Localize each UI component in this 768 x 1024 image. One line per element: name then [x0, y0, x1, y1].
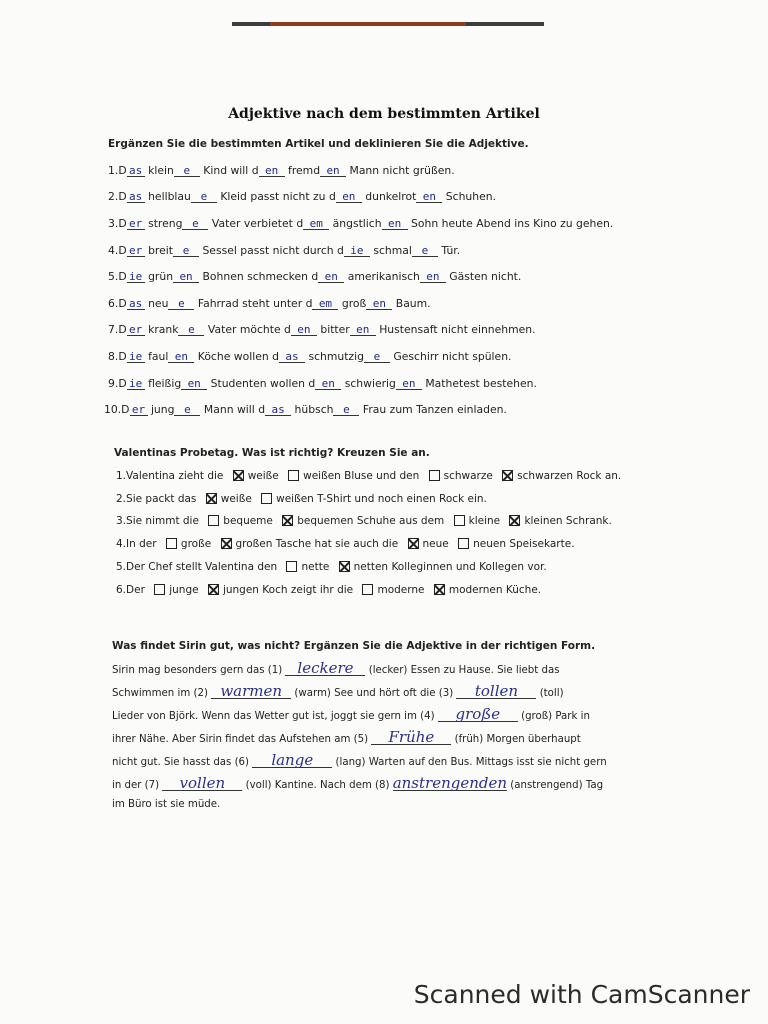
choice-text: bequemen [297, 515, 357, 527]
item-text: D [118, 350, 127, 363]
answer-blank[interactable]: en [396, 379, 422, 390]
scan-top-edge [232, 22, 544, 26]
answer-blank[interactable]: as [127, 299, 145, 310]
item-text: bitter [320, 323, 350, 336]
item-number: 6. [108, 297, 119, 310]
text-segment: (groß) Park in [521, 711, 590, 722]
item-text: streng [148, 217, 183, 230]
item-text: schwierig [344, 377, 396, 390]
choice-text: große [180, 538, 215, 550]
item-text: Bohnen schmecken d [202, 270, 319, 283]
item-text: Gästen nicht. [449, 270, 522, 283]
text-segment: (anstrengend) Tag [510, 780, 604, 791]
item-number: 4. [116, 538, 127, 550]
checkbox-unchecked[interactable] [454, 515, 465, 526]
item-text: Mann nicht grüßen. [349, 164, 455, 177]
checkbox-unchecked[interactable] [286, 561, 297, 572]
choice-text: Bluse und den [344, 470, 423, 482]
answer-blank[interactable]: en [173, 272, 199, 283]
choice-text: jungen [222, 584, 263, 596]
text-segment: (warm) See und hört oft die (3) [294, 688, 454, 699]
checkbox-checked[interactable] [221, 538, 232, 549]
section3-instruction: Was findet Sirin gut, was nicht? Ergänzen Sie die Adjektive in der richtigen Form. [112, 640, 596, 652]
choice-text: weißen [276, 493, 318, 505]
item-text: Geschirr nicht spülen. [393, 350, 512, 363]
item-text: breit [148, 244, 174, 257]
choice-text: neue [422, 538, 453, 550]
checkbox-checked[interactable] [282, 515, 293, 526]
text-segment: (toll) [539, 688, 564, 699]
choice-text: schwarzen [517, 470, 577, 482]
choice-text: weiße [220, 493, 256, 505]
answer-blank[interactable]: e [178, 325, 204, 336]
item-text: D [118, 323, 127, 336]
item-text: D [118, 377, 127, 390]
choice-text: Der Chef stellt Valentina den [126, 561, 281, 573]
answer-blank[interactable]: e [412, 246, 438, 257]
answer-blank[interactable]: as [127, 166, 145, 177]
answer-blank[interactable]: em [303, 219, 329, 230]
answer-blank[interactable]: ie [127, 352, 145, 363]
checkbox-checked[interactable] [434, 584, 445, 595]
handwritten-answer[interactable]: leckere [285, 662, 365, 676]
text-segment: Lieder von Björk. Wenn das Wetter gut ist, joggt sie gern im (4) [112, 711, 435, 722]
text-line [112, 705, 590, 723]
worksheet-title: Adjektive nach dem bestimmten Artikel [228, 106, 540, 122]
item-text: Vater möchte d [207, 323, 291, 336]
item-text: schmutzig [308, 350, 364, 363]
exercise-item [108, 190, 496, 203]
text-line [112, 751, 607, 769]
item-number: 9. [108, 377, 119, 390]
item-number: 6. [116, 584, 127, 596]
checkbox-unchecked[interactable] [288, 470, 299, 481]
choice-text: Sie nimmt die [126, 515, 203, 527]
answer-blank[interactable]: e [173, 246, 199, 257]
handwritten-answer[interactable]: anstrengenden [392, 774, 508, 792]
choice-text: Tasche hat sie auch die [275, 538, 402, 550]
answer-blank[interactable]: en [416, 192, 442, 203]
checkbox-unchecked[interactable] [362, 584, 373, 595]
text-line [112, 728, 581, 746]
handwritten-answer[interactable]: vollen [162, 777, 242, 791]
answer-blank[interactable]: er [130, 405, 148, 416]
answer-blank[interactable]: en [350, 325, 376, 336]
answer-blank[interactable]: e [191, 192, 217, 203]
choice-text: neuen [473, 538, 510, 550]
item-text: Schuhen. [445, 190, 497, 203]
answer-blank[interactable]: em [312, 299, 338, 310]
text-segment: nicht gut. Sie hasst das (6) [112, 757, 250, 768]
handwritten-answer[interactable]: tollen [456, 685, 536, 699]
checkbox-checked[interactable] [206, 493, 217, 504]
item-text: Vater verbietet d [211, 217, 304, 230]
item-text: jung [150, 403, 175, 416]
choice-text: Schrank. [565, 515, 612, 527]
item-number: 1. [116, 470, 127, 482]
choice-text: Speisekarte. [509, 538, 575, 550]
choice-text: schwarze [443, 470, 497, 482]
item-number: 5. [108, 270, 119, 283]
choice-text: Der [126, 584, 149, 596]
item-text: D [118, 164, 127, 177]
choice-item [116, 584, 541, 596]
answer-blank[interactable]: en [382, 219, 408, 230]
choice-text: kleinen [524, 515, 566, 527]
exercise-item [108, 164, 455, 177]
item-text: Tür. [441, 244, 461, 257]
item-number: 4. [108, 244, 119, 257]
item-text: Köche wollen d [197, 350, 279, 363]
answer-blank[interactable]: e [364, 352, 390, 363]
item-text: Kind will d [203, 164, 259, 177]
answer-blank[interactable]: as [279, 352, 305, 363]
item-number: 1. [108, 164, 119, 177]
item-number: 2. [108, 190, 119, 203]
checkbox-unchecked[interactable] [261, 493, 272, 504]
choice-text: Sie packt das [126, 493, 200, 505]
item-text: Sessel passt nicht durch d [202, 244, 344, 257]
choice-text: kleine [468, 515, 504, 527]
choice-text: junge [169, 584, 202, 596]
answer-blank[interactable]: e [182, 219, 208, 230]
answer-blank[interactable]: en [168, 352, 194, 363]
scan-top-edge-accent [270, 22, 466, 26]
exercise-item [108, 323, 536, 336]
answer-blank[interactable]: ie [127, 379, 145, 390]
exercise-item [108, 350, 511, 363]
handwritten-answer[interactable]: warmen [211, 685, 291, 699]
text-line [112, 799, 220, 810]
checkbox-checked[interactable] [408, 538, 419, 549]
text-segment: (lecker) Essen zu Hause. Sie liebt das [368, 665, 560, 676]
item-text: D [121, 403, 130, 416]
choice-text: weißen [303, 470, 345, 482]
answer-blank[interactable]: e [168, 299, 194, 310]
item-text: Sohn heute Abend ins Kino zu gehen. [411, 217, 614, 230]
text-line [112, 682, 564, 700]
answer-blank[interactable]: en [336, 192, 362, 203]
item-number: 5. [116, 561, 127, 573]
answer-blank[interactable]: en [291, 325, 317, 336]
choice-text: moderne [377, 584, 428, 596]
section2-instruction: Valentinas Probetag. Was ist richtig? Kreuzen Sie an. [114, 447, 430, 459]
item-text: ängstlich [332, 217, 382, 230]
answer-blank[interactable]: as [265, 405, 291, 416]
item-text: dunkelrot [365, 190, 417, 203]
answer-blank[interactable]: e [174, 166, 200, 177]
item-text: hellblau [148, 190, 191, 203]
exercise-item [108, 270, 521, 283]
answer-blank[interactable]: ie [127, 272, 145, 283]
choice-text: nette [301, 561, 333, 573]
handwritten-answer[interactable]: Frühe [371, 731, 451, 745]
item-text: D [118, 244, 127, 257]
item-text: Studenten wollen d [210, 377, 316, 390]
checkbox-unchecked[interactable] [208, 515, 219, 526]
item-text: grün [148, 270, 174, 283]
answer-blank[interactable]: e [333, 405, 359, 416]
choice-text: In der [126, 538, 160, 550]
choice-text: Kolleginnen und Kollegen vor. [391, 561, 547, 573]
text-segment: in der (7) [112, 780, 160, 791]
checkbox-checked[interactable] [502, 470, 513, 481]
exercise-item [108, 244, 460, 257]
answer-blank[interactable]: en [318, 272, 344, 283]
item-text: krank [148, 323, 179, 336]
item-text: hübsch [294, 403, 334, 416]
handwritten-answer[interactable]: lange [252, 754, 332, 768]
item-number: 8. [108, 350, 119, 363]
checkbox-checked[interactable] [509, 515, 520, 526]
choice-text: großen [235, 538, 276, 550]
checkbox-checked[interactable] [208, 584, 219, 595]
answer-blank[interactable]: en [320, 166, 346, 177]
item-number: 10. [104, 403, 122, 416]
item-number: 3. [116, 515, 127, 527]
checkbox-checked[interactable] [339, 561, 350, 572]
answer-blank[interactable]: ie [344, 246, 370, 257]
exercise-item [108, 217, 613, 230]
item-text: fremd [288, 164, 321, 177]
answer-blank[interactable]: en [420, 272, 446, 283]
checkbox-unchecked[interactable] [429, 470, 440, 481]
text-segment: Schwimmen im (2) [112, 688, 208, 699]
exercise-item [104, 403, 507, 416]
handwritten-answer[interactable]: große [438, 708, 518, 722]
section1-instruction: Ergänzen Sie die bestimmten Artikel und deklinieren Sie die Adjektive. [108, 138, 529, 150]
choice-text: netten [353, 561, 392, 573]
answer-blank[interactable]: er [127, 246, 145, 257]
item-text: D [118, 270, 127, 283]
exercise-item [108, 377, 537, 390]
item-text: D [118, 217, 127, 230]
item-text: Baum. [395, 297, 431, 310]
choice-item [116, 538, 575, 550]
choice-item [116, 493, 487, 505]
item-text: neu [148, 297, 169, 310]
checkbox-unchecked[interactable] [154, 584, 165, 595]
text-segment: (lang) Warten auf den Bus. Mittags isst sie nicht gern [335, 757, 607, 768]
item-text: Fahrrad steht unter d [197, 297, 313, 310]
answer-blank[interactable]: as [127, 192, 145, 203]
text-segment: (voll) Kantine. Nach dem (8) [245, 780, 390, 791]
text-line [112, 659, 560, 677]
answer-blank[interactable]: er [127, 325, 145, 336]
choice-text: Valentina zieht die [126, 470, 227, 482]
text-segment: ihrer Nähe. Aber Sirin findet das Aufstehen am (5) [112, 734, 369, 745]
item-text: D [118, 190, 127, 203]
answer-blank[interactable]: en [181, 379, 207, 390]
item-text: klein [148, 164, 174, 177]
choice-item [116, 515, 612, 527]
answer-blank[interactable]: er [127, 219, 145, 230]
text-segment: im Büro ist sie müde. [112, 799, 221, 810]
choice-text: T-Shirt und noch einen Rock ein. [317, 493, 487, 505]
text-segment: Sirin mag besonders gern das (1) [112, 665, 283, 676]
item-text: amerikanisch [347, 270, 420, 283]
item-text: fleißig [148, 377, 182, 390]
choice-text: modernen [448, 584, 506, 596]
checkbox-unchecked[interactable] [458, 538, 469, 549]
answer-blank[interactable]: en [259, 166, 285, 177]
camscanner-watermark: Scanned with CamScanner [413, 980, 750, 1009]
text-segment: (früh) Morgen überhaupt [454, 734, 581, 745]
item-text: Hustensaft nicht einnehmen. [379, 323, 536, 336]
checkbox-unchecked[interactable] [166, 538, 177, 549]
item-text: faul [148, 350, 169, 363]
answer-blank[interactable]: e [174, 405, 200, 416]
choice-text: Küche. [505, 584, 542, 596]
checkbox-checked[interactable] [233, 470, 244, 481]
answer-blank[interactable]: en [315, 379, 341, 390]
text-line [112, 774, 604, 792]
choice-text: Rock an. [576, 470, 622, 482]
choice-text: bequeme [223, 515, 277, 527]
answer-blank[interactable]: en [366, 299, 392, 310]
choice-text: weiße [247, 470, 283, 482]
item-text: groß [341, 297, 367, 310]
item-text: Mathetest bestehen. [425, 377, 537, 390]
item-text: Kleid passt nicht zu d [220, 190, 336, 203]
exercise-item [108, 297, 431, 310]
choice-item [116, 470, 621, 482]
item-number: 2. [116, 493, 127, 505]
item-text: Mann will d [203, 403, 266, 416]
item-text: Frau zum Tanzen einladen. [362, 403, 507, 416]
choice-text: Koch zeigt ihr die [262, 584, 357, 596]
choice-text: Schuhe aus dem [356, 515, 448, 527]
choice-item [116, 561, 547, 573]
item-text: schmal [373, 244, 412, 257]
item-number: 3. [108, 217, 119, 230]
item-number: 7. [108, 323, 119, 336]
item-text: D [118, 297, 127, 310]
